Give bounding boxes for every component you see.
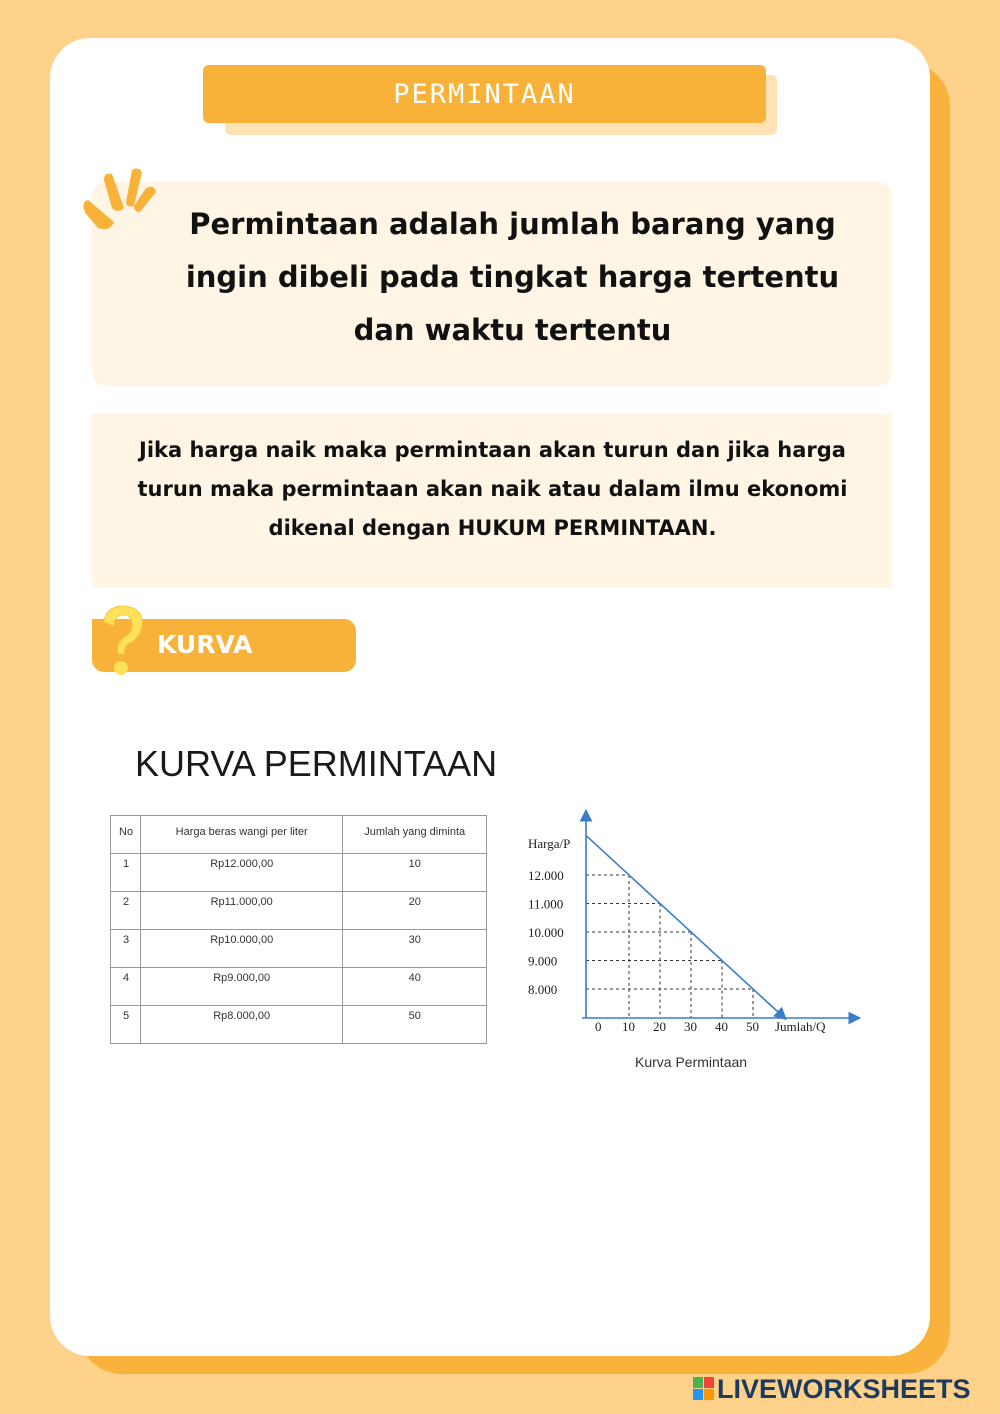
- y-axis-label: Harga/P: [528, 836, 571, 851]
- table-row: [111, 854, 487, 892]
- table-cell: Rp8.000,00: [140, 1006, 342, 1044]
- definition-line: dan waktu tertentu: [353, 313, 672, 347]
- table-cell: 40: [343, 968, 487, 1006]
- demand-curve-chart: [520, 800, 880, 1080]
- x-tick-label: 40: [715, 1019, 728, 1034]
- y-tick-label: 11.000: [528, 896, 564, 912]
- table-row: [111, 968, 487, 1006]
- brand-name: LIVEWORKSHEETS: [717, 1373, 971, 1404]
- table-header: Harga beras wangi per liter: [140, 816, 342, 854]
- y-tick-label: 10.000: [528, 925, 564, 940]
- x-tick-label: 30: [684, 1019, 697, 1034]
- table-header: Jumlah yang diminta: [343, 816, 487, 854]
- liveworksheets-logo-icon: [693, 1377, 715, 1401]
- definition-line: ingin dibeli pada tingkat harga tertentu: [185, 260, 840, 294]
- question-mark-icon: [98, 602, 150, 680]
- table-row: [111, 1006, 487, 1044]
- table-cell: 2: [111, 892, 141, 930]
- table-cell: 5: [111, 1006, 141, 1044]
- x-tick-label: 0: [595, 1019, 602, 1034]
- y-tick-label: 9.000: [528, 953, 558, 969]
- table-cell: 4: [111, 968, 141, 1006]
- y-tick-label: 12.000: [528, 868, 564, 883]
- table-cell: 3: [111, 930, 141, 968]
- table-cell: 1: [111, 854, 141, 892]
- page-title: PERMINTAAN: [203, 65, 766, 123]
- law-text: [110, 431, 875, 548]
- law-line: turun maka permintaan akan naik atau dalam ilmu ekonomi: [137, 477, 848, 501]
- chart-heading: KURVA PERMINTAAN: [135, 743, 498, 784]
- chart-caption: Kurva Permintaan: [635, 1054, 748, 1070]
- brand-logo: [693, 1372, 971, 1406]
- demand-curve-line: [586, 835, 785, 1018]
- table-cell: Rp9.000,00: [140, 968, 342, 1006]
- law-line: dikenal dengan HUKUM PERMINTAAN.: [268, 516, 717, 540]
- x-axis-label: Jumlah/Q: [775, 1019, 826, 1034]
- table-cell: Rp12.000,00: [140, 854, 342, 892]
- table-row: [111, 892, 487, 930]
- table-row: [111, 930, 487, 968]
- demand-table: [110, 815, 487, 1044]
- burst-icon: [74, 162, 164, 234]
- table-cell: Rp10.000,00: [140, 930, 342, 968]
- table-cell: 30: [343, 930, 487, 968]
- table-header: No: [111, 816, 141, 854]
- table-header-row: [111, 816, 487, 854]
- x-tick-label: 50: [746, 1019, 759, 1034]
- x-tick-label: 20: [653, 1019, 666, 1034]
- y-tick-label: 8.000: [528, 982, 558, 997]
- table-cell: 50: [343, 1006, 487, 1044]
- definition-text: [160, 198, 865, 357]
- law-line: Jika harga naik maka permintaan akan turun dan jika harga: [139, 438, 846, 462]
- definition-line: Permintaan adalah jumlah barang yang: [189, 207, 836, 241]
- table-cell: 20: [343, 892, 487, 930]
- table-cell: 10: [343, 854, 487, 892]
- x-tick-label: 10: [622, 1019, 635, 1034]
- table-cell: Rp11.000,00: [140, 892, 342, 930]
- section-label: KURVA: [157, 630, 253, 659]
